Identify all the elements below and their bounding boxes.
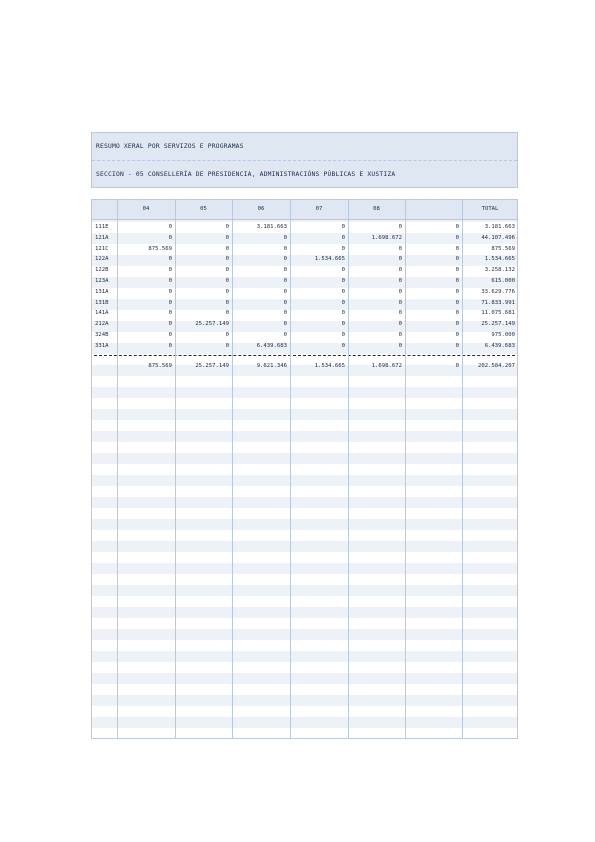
column-header-col-08: 08 xyxy=(373,206,380,212)
cell-col-total: 615.000 xyxy=(491,278,515,284)
column-header-col-06: 06 xyxy=(257,206,265,212)
cell-col-05: 0 xyxy=(225,299,229,306)
cell-col-total: 202.584.207 xyxy=(477,363,515,369)
cell-col-04: 0 xyxy=(168,288,172,295)
cell-col-06: 0 xyxy=(283,321,287,328)
cell-col-blank: 0 xyxy=(455,245,459,252)
cell-code: 131A xyxy=(95,288,109,295)
cell-col-05: 0 xyxy=(225,342,229,349)
cell-col-07: 0 xyxy=(341,278,345,284)
cell-col-05: 0 xyxy=(225,278,229,284)
cell-col-08: 1.698.672 xyxy=(371,234,402,241)
cell-col-07: 1.534.665 xyxy=(314,363,345,369)
table-row xyxy=(92,244,517,255)
column-divider xyxy=(290,200,291,738)
cell-col-blank: 0 xyxy=(455,332,459,338)
cell-col-07: 0 xyxy=(341,342,345,349)
cell-col-07: 0 xyxy=(341,310,345,317)
cell-col-blank: 0 xyxy=(455,224,459,230)
cell-col-04: 0 xyxy=(168,299,172,306)
column-header-col-05: 05 xyxy=(200,206,207,212)
cell-col-07: 0 xyxy=(341,267,345,274)
cell-col-06: 0 xyxy=(283,288,287,295)
cell-col-08: 1.698.672 xyxy=(371,363,402,369)
totals-row xyxy=(92,361,517,372)
cell-col-08: 0 xyxy=(398,310,402,317)
cell-col-06: 0 xyxy=(283,234,287,241)
cell-code: 122B xyxy=(95,267,109,274)
cell-col-08: 0 xyxy=(398,245,402,252)
column-header-col-07: 07 xyxy=(315,206,323,212)
cell-col-08: 0 xyxy=(398,288,402,295)
column-divider xyxy=(232,200,233,738)
cell-col-total: 875.569 xyxy=(491,245,515,252)
cell-col-08: 0 xyxy=(398,299,402,306)
cell-col-blank: 0 xyxy=(455,299,459,306)
cell-col-blank: 0 xyxy=(455,267,459,274)
cell-col-05: 25.257.149 xyxy=(195,363,229,369)
cell-col-05: 0 xyxy=(225,332,229,338)
cell-col-08: 0 xyxy=(398,267,402,274)
cell-code: 122A xyxy=(95,256,109,263)
cell-col-blank: 0 xyxy=(455,321,459,328)
column-divider xyxy=(462,200,463,738)
cell-col-total: 71.833.991 xyxy=(481,299,515,306)
cell-col-08: 0 xyxy=(398,278,402,284)
table-row xyxy=(92,254,517,265)
cell-col-04: 0 xyxy=(168,234,172,241)
report-header xyxy=(91,132,518,188)
cell-col-05: 0 xyxy=(225,245,229,252)
table-row xyxy=(92,265,517,276)
cell-col-07: 0 xyxy=(341,332,345,338)
cell-col-04: 875.569 xyxy=(148,363,172,369)
cell-col-blank: 0 xyxy=(455,278,459,284)
cell-col-05: 0 xyxy=(225,267,229,274)
totals-divider xyxy=(94,355,515,356)
cell-col-total: 44.107.496 xyxy=(481,234,515,241)
cell-col-blank: 0 xyxy=(455,256,459,263)
cell-col-06: 0 xyxy=(283,278,287,284)
cell-col-05: 0 xyxy=(225,310,229,317)
cell-col-total: 975.000 xyxy=(491,332,515,338)
cell-col-07: 0 xyxy=(341,321,345,328)
cell-col-06: 0 xyxy=(283,256,287,263)
cell-col-07: 1.534.665 xyxy=(314,256,345,263)
cell-col-05: 0 xyxy=(225,288,229,295)
table-row xyxy=(92,319,517,330)
header-divider xyxy=(92,160,517,161)
cell-col-07: 0 xyxy=(341,224,345,230)
cell-col-06: 9.621.346 xyxy=(256,363,287,369)
table-row xyxy=(92,298,517,309)
column-divider xyxy=(117,200,118,738)
cell-col-04: 0 xyxy=(168,321,172,328)
cell-col-04: 0 xyxy=(168,224,172,230)
cell-col-total: 3.258.132 xyxy=(484,267,515,274)
table-row xyxy=(92,222,517,233)
cell-col-06: 0 xyxy=(283,332,287,338)
table-row xyxy=(92,287,517,298)
report-title: RESUMO XERAL POR SERVIZOS E PROGRAMAS xyxy=(96,143,244,150)
cell-code: 331A xyxy=(95,342,109,349)
cell-col-total: 33.629.776 xyxy=(481,288,515,295)
cell-col-blank: 0 xyxy=(455,288,459,295)
cell-col-04: 875.569 xyxy=(148,245,172,252)
cell-col-blank: 0 xyxy=(455,363,459,369)
cell-code: 111E xyxy=(95,224,109,230)
cell-col-05: 0 xyxy=(225,256,229,263)
cell-code xyxy=(95,361,117,372)
cell-col-08: 0 xyxy=(398,332,402,338)
column-header-code xyxy=(92,200,117,219)
table-row xyxy=(92,330,517,341)
cell-col-06: 0 xyxy=(283,245,287,252)
cell-col-05: 25.257.149 xyxy=(195,321,229,328)
column-header-col-total: TOTAL xyxy=(481,206,499,212)
cell-col-04: 0 xyxy=(168,342,172,349)
cell-col-06: 0 xyxy=(283,267,287,274)
cell-code: 121C xyxy=(95,245,109,252)
cell-code: 131B xyxy=(95,299,109,306)
column-divider xyxy=(348,200,349,738)
section-title: SECCION - 05 CONSELLERÍA DE PRESIDENCIA, ADMINISTRACIÓNS PÚBLICAS E XUSTIZA xyxy=(96,171,396,178)
cell-col-04: 0 xyxy=(168,332,172,338)
column-divider xyxy=(175,200,176,738)
cell-col-07: 0 xyxy=(341,234,345,241)
cell-col-08: 0 xyxy=(398,342,402,349)
cell-col-blank: 0 xyxy=(455,342,459,349)
column-header-col-04: 04 xyxy=(142,206,150,212)
cell-col-total: 3.181.663 xyxy=(484,224,515,230)
cell-col-04: 0 xyxy=(168,278,172,284)
cell-col-total: 1.534.665 xyxy=(484,256,515,263)
cell-code: 212A xyxy=(95,321,109,328)
cell-col-05: 0 xyxy=(225,224,229,230)
table-row xyxy=(92,308,517,319)
table-row xyxy=(92,233,517,244)
cell-code: 141A xyxy=(95,310,109,317)
cell-col-total: 6.439.683 xyxy=(484,342,515,349)
cell-col-08: 0 xyxy=(398,224,402,230)
column-divider xyxy=(405,200,406,738)
cell-col-total: 25.257.149 xyxy=(481,321,515,328)
cell-code: 123A xyxy=(95,278,109,284)
table-row xyxy=(92,276,517,287)
cell-col-06: 3.181.663 xyxy=(256,224,287,230)
summary-table xyxy=(91,199,518,739)
cell-col-06: 6.439.683 xyxy=(256,342,287,349)
cell-code: 324B xyxy=(95,332,109,338)
cell-col-04: 0 xyxy=(168,267,172,274)
cell-col-04: 0 xyxy=(168,310,172,317)
cell-col-08: 0 xyxy=(398,321,402,328)
cell-col-05: 0 xyxy=(225,234,229,241)
cell-col-blank: 0 xyxy=(455,310,459,317)
cell-col-04: 0 xyxy=(168,256,172,263)
cell-col-total: 11.075.681 xyxy=(481,310,515,317)
cell-col-07: 0 xyxy=(341,288,345,295)
cell-col-08: 0 xyxy=(398,256,402,263)
cell-col-06: 0 xyxy=(283,299,287,306)
table-row xyxy=(92,341,517,352)
cell-col-07: 0 xyxy=(341,299,345,306)
cell-col-blank: 0 xyxy=(455,234,459,241)
cell-col-07: 0 xyxy=(341,245,345,252)
table-header-row xyxy=(92,200,517,220)
column-header-col-blank xyxy=(405,200,462,219)
cell-col-06: 0 xyxy=(283,310,287,317)
cell-code: 121A xyxy=(95,234,109,241)
